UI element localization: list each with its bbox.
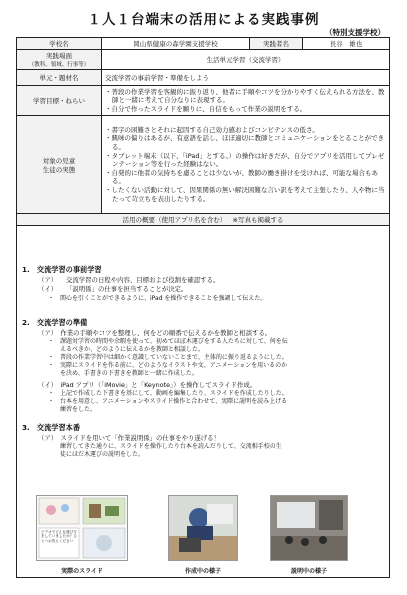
student-item: ・したくない活動に対して、因果関係の無い解決困難な言い訳を考えて主張したり、人や物に当たって苛立ちを表出したりする。	[105, 185, 385, 203]
goal-item: ・自分で作ったスライドを願りに、自信をもって作業の説明をする。	[105, 104, 307, 113]
section-2-heading: 2. 交流学習の準備	[22, 318, 88, 327]
reporter-name: 長谷 雄也	[303, 38, 390, 50]
section-1-heading: 1. 交流学習の事前学習	[22, 265, 102, 274]
s1-item-text: 交流学習の日程や内容、目標および役割を確認する。	[66, 276, 220, 284]
s1-item-text: 「説明係」の仕事を担当することが決定。	[66, 285, 188, 293]
s1-item-mark: （ア）	[38, 276, 58, 284]
goal-label: 学習目標・ねらい	[17, 86, 102, 116]
slide-caption: 実際のスライド	[61, 568, 103, 575]
s2-a-note: を決め、手書きの下書きを教師と一緒に作成した。	[48, 370, 198, 377]
s2-a-note: えるべきか、どのように伝えるかを教師と相談した。	[48, 346, 205, 353]
school-name: 岡山県健康の森学園支援学校	[102, 38, 250, 50]
section-3-heading: 3. 交流学習本番	[22, 423, 81, 432]
s3-a-note: 練習してきた通りに、スライドを操作したり台本を読んだりして、交流相手校の生	[48, 443, 282, 450]
scene-label: 実践場面	[46, 52, 72, 60]
student-item: ・自発的に他者の気持ちを慮ることは少ないが、教師の働き掛けを受ければ、可能な場合もある。	[105, 168, 378, 186]
s2-a: （ア） 作業の手順やコツを整理し、何をどの順番で伝えるかを教師と相談する。	[38, 329, 272, 337]
school-label: 学校名	[17, 38, 102, 50]
s2-a-note: ・ 実際にスライドを作る前に、どのようなイラストや文、アニメーションを用いるのか	[48, 362, 288, 369]
explaining-caption: 説明中の様子	[290, 568, 327, 575]
info-table	[16, 37, 390, 226]
explaining-scene-image	[271, 496, 347, 560]
overview-label: 活用の概要（使用アプリ名を含む）	[122, 216, 227, 224]
s2-b-note: 練習をした。	[48, 406, 97, 413]
student-item: ・タブレット端末（以下、「iPad」とする。）の操作は好きだが、自分でアプリを活用してプレゼンテーション等を行った経験はない。	[105, 151, 385, 169]
scene-value: 生活単元学習（交流学習）	[102, 50, 390, 70]
scene-label-cell	[17, 50, 102, 70]
goal-cell	[102, 86, 390, 116]
s1-note: ・ 関心を引くことができるように、iPad を操作できることを強調して伝えた。	[48, 295, 267, 302]
s2-a-note: ・ 課題対学習の時間や余暇を使って、初めてほぼ木運びをする人たちに対して、何を伝	[48, 338, 288, 345]
unit-label: 単元・題材名	[17, 70, 102, 86]
creating-scene-image	[169, 496, 237, 560]
goal-item: ・普段の作業学習を客観的に振り返り、他者に手順やコツを分かりやすく伝えられる方法を、教師と一緒に考えて自分なりに表現する。	[105, 87, 385, 105]
s2-b-note: ・ 上記で作成した下書きを基にして、動画を編集したり、スライドを作成したりした。	[48, 390, 288, 397]
s2-b-note: ・ 台本を用意し、アニメーションやスライド操作と合わせて、実際に説明を読み上げる	[48, 398, 288, 405]
creating-caption: 作成中の様子	[184, 568, 221, 575]
student-cell	[102, 116, 390, 214]
slide-photo	[36, 495, 128, 561]
slide-speech-bubble: ビデオでどんな運び方をしていましたか？ひとつお答えください	[41, 530, 77, 543]
creating-photo	[168, 495, 238, 561]
slide-thumbnails-image	[37, 496, 127, 560]
student-item: ・興味の偏りはあるが、有意語を話し、ほぼ適切に教師とコミュニケーションをとることができる。	[105, 134, 385, 152]
s2-a-note: ・ 普段の作業学習中は細かく意識していないことまで、主体的に振り返るようにした。	[48, 354, 288, 361]
unit-value: 交流学習の事前学習・準備をしよう	[102, 70, 390, 86]
reporter-label: 実践者名	[250, 38, 303, 50]
s3-a: （ア） スライドを用いて「作業説明係」の仕事をやり遂げる！	[38, 434, 220, 442]
school-type-tag: （特別支援学校）	[325, 28, 385, 37]
s3-a-note: 徒にほだ木運びの説明をした。	[48, 451, 145, 458]
student-item: ・書字の困難さとそれに起因する自己効力感およびコンピテンスの低さ。	[105, 125, 319, 134]
explaining-photo	[270, 495, 348, 561]
s2-b: （イ） iPad アプリ（「iMovie」と「Keynote」）を操作してスライド作成。	[38, 381, 257, 389]
overview-note: ※写真も掲載する	[232, 216, 284, 224]
page-title: １人１台端末の活用による実践事例	[87, 12, 320, 28]
scene-sub-label: （教科、領域、行事等）	[28, 62, 90, 68]
overview-header	[17, 214, 390, 226]
s1-item-mark: （イ）	[38, 285, 58, 293]
student-label: 対象の児童 生徒の実態	[17, 116, 102, 214]
